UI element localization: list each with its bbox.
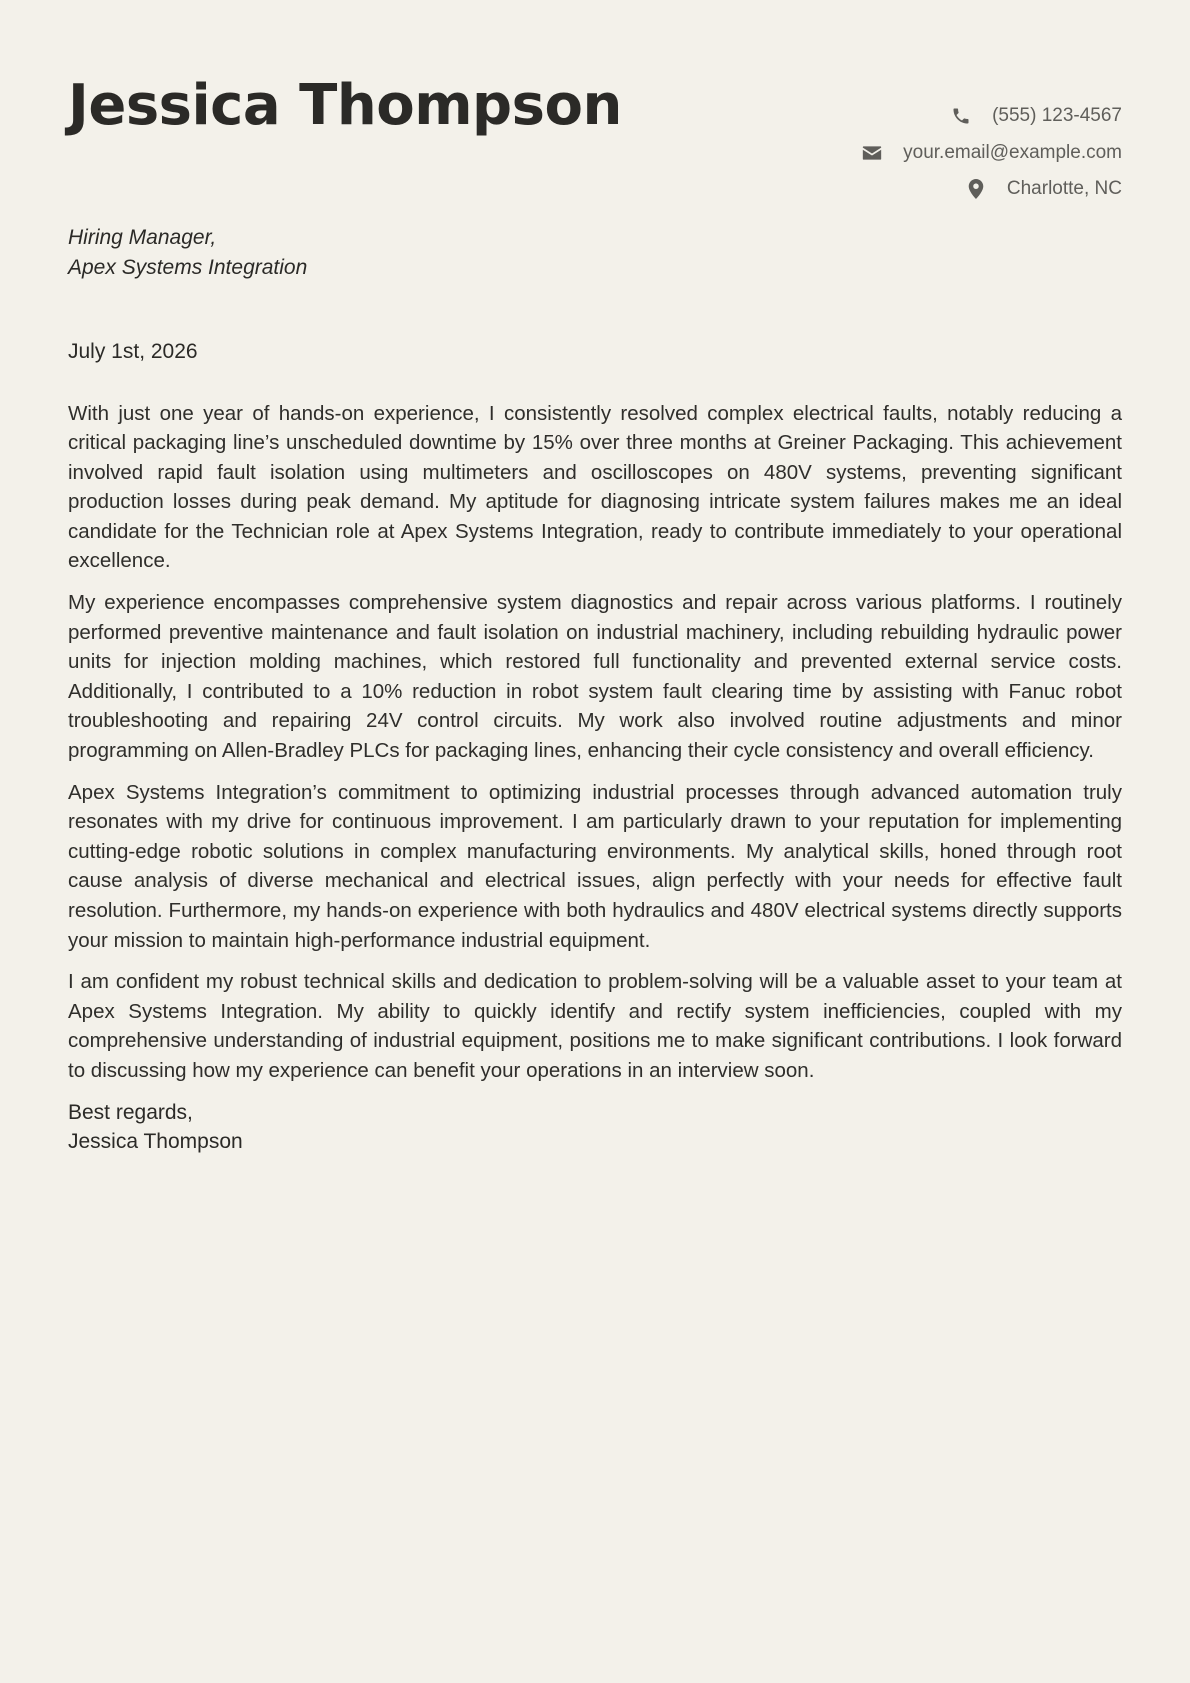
contact-location <box>861 171 1122 208</box>
contact-info <box>861 98 1122 208</box>
body-paragraph: I am confident my robust technical skills and dedication to problem-solving will be a valuable asset to your team at Apex Systems Integration. My ability to quickly identify and rectify system inefficiencies, coupled with my comprehensive understanding of industrial equipment, positions me to make significant contributions. I look forward to discussing how my experience can benefit your operations in an interview soon. <box>68 970 1122 1082</box>
contact-phone <box>861 98 1122 135</box>
phone-text: (555) 123-4567 <box>992 105 1122 127</box>
letter-date: July 1st, 2026 <box>68 340 198 363</box>
body-paragraph: Apex Systems Integration’s commitment to optimizing industrial processes through advanced automation truly resonates with my drive for continuous improvement. I am particularly drawn to your reputation for implementing cutting-edge robotic solutions in complex manufacturing environments. My analytical skills, honed through root cause analysis of diverse mechanical and electrical issues, align perfectly with your needs for effective fault resolution. Furthermore, my hands-on experience with both hydraulics and 480V electrical systems directly supports your mission to maintain high-performance industrial equipment. <box>68 780 1122 952</box>
letter-header <box>68 70 1122 210</box>
envelope-icon <box>861 142 883 164</box>
email-text: your.email@example.com <box>903 141 1122 163</box>
map-pin-icon <box>965 178 987 200</box>
recipient-company: Apex Systems Integration <box>68 255 308 279</box>
letter-body <box>68 399 1122 1086</box>
closing-signature: Jessica Thompson <box>68 1130 243 1154</box>
location-text: Charlotte, NC <box>1006 178 1122 200</box>
closing-block <box>68 1098 1122 1157</box>
applicant-name: Jessica Thompson <box>68 73 622 138</box>
recipient-block <box>68 223 1122 282</box>
contact-email <box>861 135 1122 172</box>
body-paragraph: My experience encompasses comprehensive system diagnostics and repair across various platforms. I routinely performed preventive maintenance and fault isolation on industrial machinery, including rebuilding hydraulic power units for injection molding machines, which restored full functionality and prevented external service costs. Additionally, I contributed to a 10% reduction in robot system fault clearing time by assisting with Fanuc robot troubleshooting and repairing 24V control circuits. My work also involved routine adjustments and minor programming on Allen-Bradley PLCs for packaging lines, enhancing their cycle consistency and overall efficiency. <box>68 591 1122 763</box>
cover-letter <box>68 70 1122 1157</box>
recipient-title: Hiring Manager, <box>68 226 217 249</box>
closing-salutation: Best regards, <box>68 1100 193 1124</box>
phone-icon <box>950 105 972 127</box>
body-paragraph: With just one year of hands-on experience, I consistently resolved complex electrical faults, notably reducing a critical packaging line’s unscheduled downtime by 15% over three months at Greiner Packaging. This achievement involved rapid fault isolation using multimeters and oscilloscopes on 480V systems, preventing significant production losses during peak demand. My aptitude for diagnosing intricate system failures makes me an ideal candidate for the Technician role at Apex Systems Integration, ready to contribute immediately to your operational excellence. <box>68 401 1122 573</box>
